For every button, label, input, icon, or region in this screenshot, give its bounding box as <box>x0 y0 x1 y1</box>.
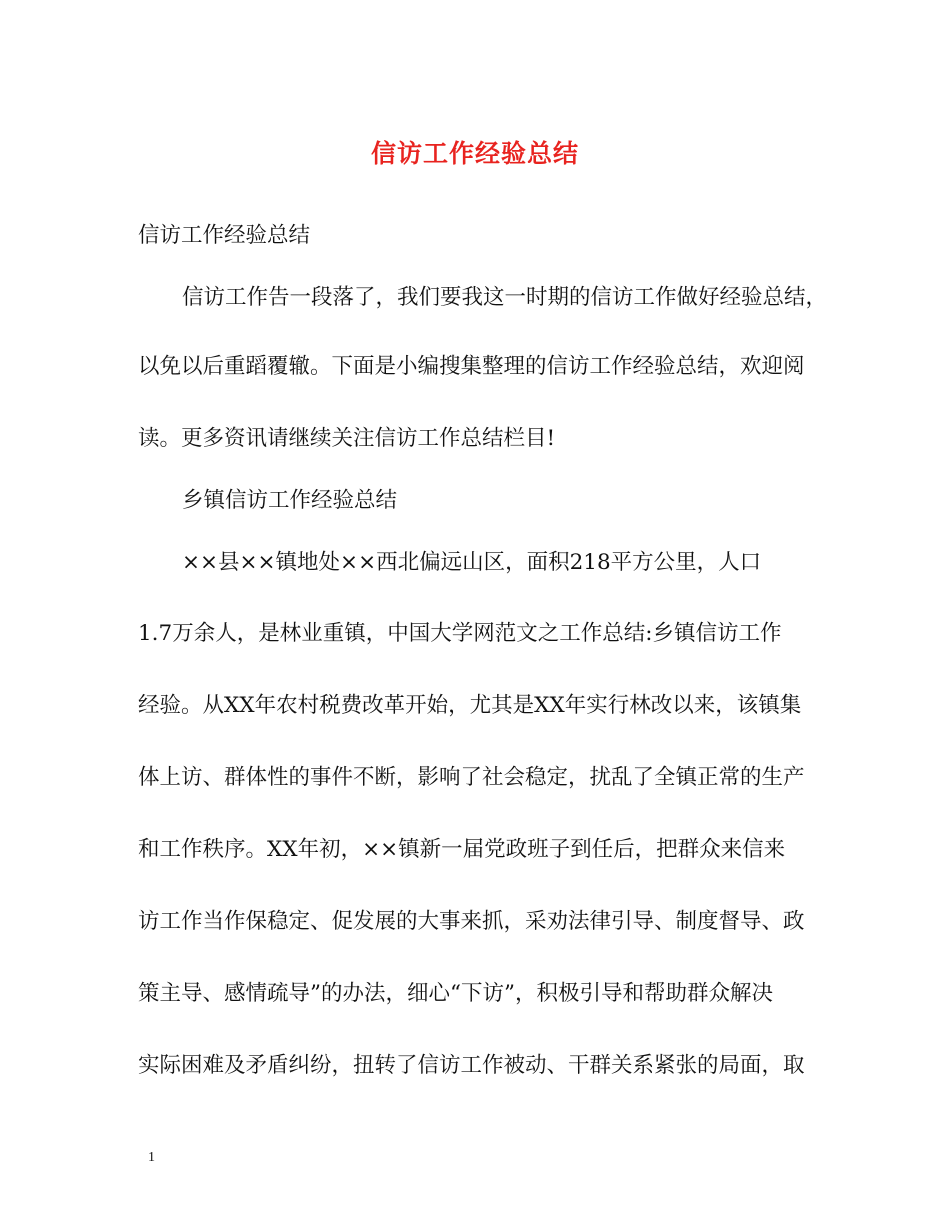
paragraph-line: 以免以后重蹈覆辙。下面是小编搜集整理的信访工作经验总结，欢迎阅 <box>138 354 805 379</box>
paragraph-line: 实际困难及矛盾纠纷，扭转了信访工作被动、干群关系紧张的局面，取 <box>138 1053 805 1078</box>
paragraph-line: 读。更多资讯请继续关注信访工作总结栏目! <box>138 426 556 451</box>
paragraph-line: 策主导、感情疏导”的办法，细心“下访”，积极引导和帮助群众解决 <box>138 981 773 1006</box>
page-number: 1 <box>148 1150 155 1165</box>
paragraph-line: 访工作当作保稳定、促发展的大事来抓，采劝法律引导、制度督导、政 <box>138 909 805 934</box>
paragraph-line: 体上访、群体性的事件不断，影响了社会稳定，扰乱了全镇正常的生产 <box>138 765 805 790</box>
paragraph-line: 信访工作告一段落了，我们要我这一时期的信访工作做好经验总结， <box>182 285 828 310</box>
paragraph-line: ××县××镇地处××西北偏远山区，面积218平方公里，人口 <box>182 550 762 575</box>
section-heading: 乡镇信访工作经验总结 <box>182 488 398 513</box>
paragraph-line: 经验。从XX年农村税费改革开始，尤其是XX年实行林改以来，该镇集 <box>138 693 802 718</box>
document-title: 信访工作经验总结 <box>370 139 579 168</box>
paragraph-line: 和工作秩序。XX年初，××镇新一届党政班子到任后，把群众来信来 <box>138 837 786 862</box>
paragraph-line: 1.7万余人，是林业重镇，中国大学网范文之工作总结:乡镇信访工作 <box>138 621 782 646</box>
subtitle-line: 信访工作经验总结 <box>138 223 311 248</box>
